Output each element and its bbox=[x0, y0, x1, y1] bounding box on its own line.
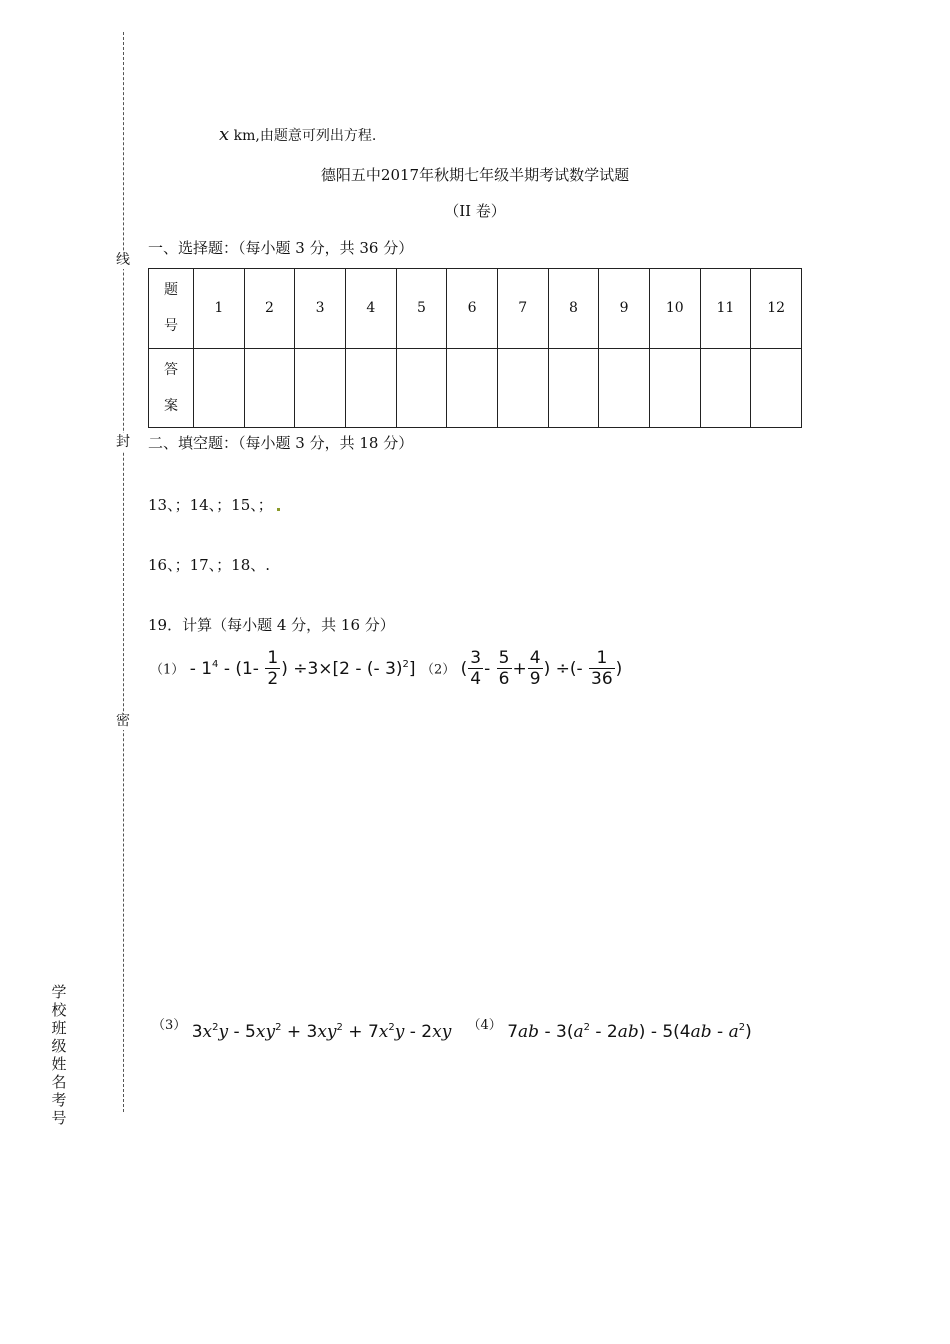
question-number-cell: 11 bbox=[700, 269, 751, 349]
q19-part3-label: （3） bbox=[152, 1018, 187, 1033]
q19-part2-label: （2） bbox=[420, 662, 456, 678]
student-info-label: 学校班级姓名考号 bbox=[51, 983, 67, 1127]
q19-part1-label: （1） bbox=[150, 662, 185, 678]
dot-mark bbox=[277, 508, 280, 511]
answer-cell[interactable] bbox=[244, 348, 295, 428]
q19-part3-math: $3x^2y - 5xy^2 + 3xy^2 + 7x^2y - 2xy$ bbox=[191, 1022, 452, 1042]
question-number-cell: 2 bbox=[244, 269, 295, 349]
page-subtitle: （II 卷） bbox=[444, 202, 506, 220]
question-number-cell: 6 bbox=[447, 269, 498, 349]
question-number-cell: 3 bbox=[295, 269, 346, 349]
answer-cell[interactable] bbox=[751, 348, 802, 428]
q19-part1-math: - $1^4 - (1-$ $\frac{1}{2}$ ) ÷3×[2 - (- 3)$^2$] bbox=[189, 648, 416, 689]
fraction: $\frac{5}{6}$ bbox=[498, 648, 510, 689]
answer-table-number-row bbox=[149, 269, 802, 349]
answer-cell[interactable] bbox=[548, 348, 599, 428]
header-char: 号 bbox=[164, 318, 178, 335]
question-number-cell: 7 bbox=[497, 269, 548, 349]
header-char: 题 bbox=[164, 282, 178, 299]
question-number-header bbox=[149, 269, 194, 349]
question-number-cell: 8 bbox=[548, 269, 599, 349]
answer-cell[interactable] bbox=[345, 348, 396, 428]
question-number-cell: 10 bbox=[649, 269, 700, 349]
answer-table bbox=[148, 268, 802, 428]
answer-cell[interactable] bbox=[396, 348, 447, 428]
fill-blank-line-2: 16、；17、；18、. bbox=[148, 556, 271, 574]
answer-cell[interactable] bbox=[194, 348, 245, 428]
fill-blank-text: 13、；14、；15、； bbox=[148, 496, 273, 514]
question-number-cell: 9 bbox=[599, 269, 650, 349]
question-number-cell: 12 bbox=[751, 269, 802, 349]
header-char: 答 bbox=[164, 361, 178, 378]
q19-part4-label: （4） bbox=[467, 1018, 502, 1033]
continuation-text: km,由题意可列出方程. bbox=[233, 128, 377, 144]
question-number-cell: 4 bbox=[345, 269, 396, 349]
question-number-cell: 5 bbox=[396, 269, 447, 349]
section2-heading: 二、填空题：（每小题 3 分，共 18 分） bbox=[148, 434, 414, 452]
fill-blank-line-1 bbox=[148, 494, 280, 515]
binding-char-line: 线 bbox=[112, 251, 134, 269]
q19-part4-math: $7ab - 3(a^2 - 2ab) - 5(4ab - a^2)$ bbox=[507, 1022, 752, 1042]
binding-char-seal: 封 bbox=[112, 433, 134, 451]
q19-part2-math: ( $\frac{3}{4}$ - $\frac{5}{6}$ + $\frac{4}{9}$ ) ÷(- $\frac{1}{36}$ ) bbox=[460, 648, 623, 689]
binding-line bbox=[123, 32, 124, 1112]
answer-header bbox=[149, 348, 194, 428]
fraction: $\frac{3}{4}$ bbox=[470, 648, 482, 689]
fraction: $\frac{4}{9}$ bbox=[529, 648, 541, 689]
q19-part1-2-expression bbox=[150, 648, 622, 689]
page-title: 德阳五中2017年秋期七年级半期考试数学试题 bbox=[320, 166, 630, 184]
header-char: 案 bbox=[164, 397, 178, 414]
continuation-line bbox=[219, 124, 376, 145]
q19-part3-4-expression bbox=[152, 1014, 752, 1042]
binding-char-secret: 密 bbox=[112, 712, 134, 730]
answer-cell[interactable] bbox=[649, 348, 700, 428]
continuation-variable: x bbox=[219, 124, 230, 145]
answer-table-answer-row bbox=[149, 348, 802, 428]
answer-cell[interactable] bbox=[497, 348, 548, 428]
fraction: $\frac{1}{36}$ bbox=[591, 648, 613, 689]
answer-cell[interactable] bbox=[295, 348, 346, 428]
answer-cell[interactable] bbox=[599, 348, 650, 428]
question-number-cell: 1 bbox=[194, 269, 245, 349]
q19-heading: 19．计算（每小题 4 分，共 16 分） bbox=[148, 616, 395, 634]
section1-heading: 一、选择题：（每小题 3 分，共 36 分） bbox=[148, 239, 414, 257]
answer-cell[interactable] bbox=[700, 348, 751, 428]
fraction: $\frac{1}{2}$ bbox=[267, 648, 279, 689]
answer-cell[interactable] bbox=[447, 348, 498, 428]
